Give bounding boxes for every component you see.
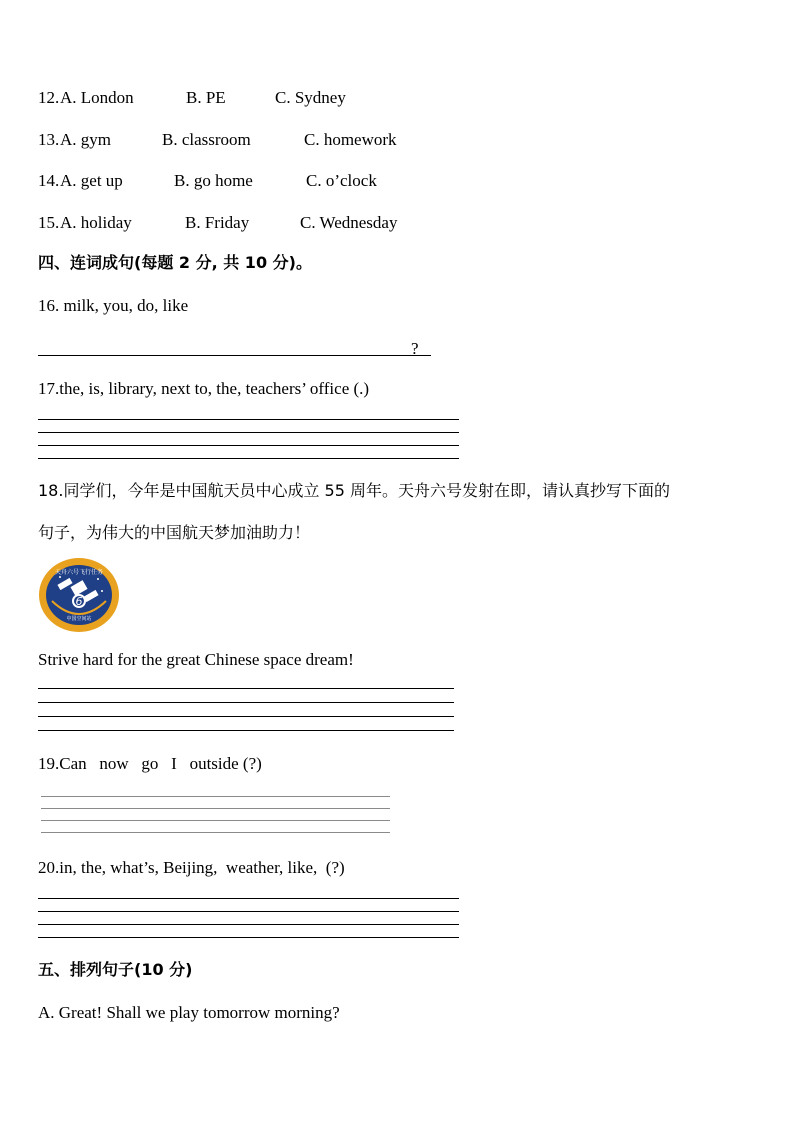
choice-question-13 [38, 131, 438, 151]
writing-line-2[interactable] [38, 702, 454, 703]
writing-line-4[interactable] [38, 730, 454, 731]
question-number: 16. [38, 296, 60, 315]
option-a: A. London [60, 88, 134, 107]
question-words: milk, you, do, like [59, 296, 189, 315]
option-a: A. holiday [60, 213, 132, 232]
question-number: 18. [38, 481, 64, 500]
writing-line-4[interactable] [38, 458, 459, 459]
question-words: in, the, what’s, Beijing, weather, like, (?) [59, 858, 345, 877]
badge-digit: 6 [75, 595, 83, 608]
writing-line-3[interactable] [38, 924, 459, 925]
badge-text-bottom: 中国空间站 [66, 616, 92, 622]
question-text: 同学们，今年是中国航天员中心成立 55 周年。天舟六号发射在即，请认真抄写下面的 [63, 481, 670, 500]
question-words: the, is, library, next to, the, teachers’ office (.) [59, 379, 370, 398]
badge-text-top: 天舟六号飞行任务 [54, 569, 104, 576]
question-number: 19. [38, 754, 60, 773]
question-mark: ? [411, 339, 419, 358]
option-b: B. classroom [162, 130, 251, 149]
choice-question-15 [38, 214, 438, 234]
writing-line-4[interactable] [38, 937, 459, 938]
copy-sentence: Strive hard for the great Chinese space dream! [38, 650, 354, 669]
question-number: 14. [38, 171, 60, 190]
question-number: 12. [38, 88, 60, 107]
question-16 [38, 297, 188, 314]
sentence-a: A. Great! Shall we play tomorrow morning? [38, 1003, 340, 1022]
mission-badge [38, 557, 120, 633]
option-c: C. Wednesday [300, 213, 398, 232]
question-words: Can now go I outside (?) [59, 754, 262, 773]
writing-line-1[interactable] [38, 419, 459, 420]
question-18-line-2: 句子，为伟大的中国航天梦加油助力！ [38, 523, 311, 542]
option-c: C. homework [304, 130, 397, 149]
writing-line-3[interactable] [38, 716, 454, 717]
mission-badge-icon [38, 557, 120, 633]
writing-line-2[interactable] [38, 432, 459, 433]
question-number: 20. [38, 858, 60, 877]
option-a: A. get up [60, 171, 123, 190]
writing-line-3[interactable] [41, 820, 390, 821]
writing-line-1[interactable] [41, 796, 390, 797]
question-number: 17. [38, 379, 60, 398]
question-20 [38, 859, 345, 876]
writing-line-3[interactable] [38, 445, 459, 446]
question-number: 13. [38, 130, 60, 149]
writing-line-2[interactable] [41, 808, 390, 809]
option-b: B. go home [174, 171, 253, 190]
choice-question-14 [38, 172, 438, 192]
option-b: B. Friday [185, 213, 250, 232]
writing-line-1[interactable] [38, 688, 454, 689]
section-4-heading: 四、连词成句(每题 2 分, 共 10 分)。 [38, 253, 312, 272]
question-18-line-1 [38, 483, 670, 499]
choice-question-12 [38, 89, 438, 109]
option-b: B. PE [186, 88, 226, 107]
question-number: 15. [38, 213, 60, 232]
writing-line-2[interactable] [38, 911, 459, 912]
section-5-heading: 五、排列句子(10 分) [38, 960, 193, 979]
writing-line-1[interactable] [38, 898, 459, 899]
question-17 [38, 380, 369, 397]
writing-line-4[interactable] [41, 832, 390, 833]
question-19 [38, 755, 262, 772]
option-c: C. o’clock [306, 171, 377, 190]
option-a: A. gym [60, 130, 111, 149]
answer-line[interactable] [38, 355, 431, 356]
option-c: C. Sydney [275, 88, 346, 107]
